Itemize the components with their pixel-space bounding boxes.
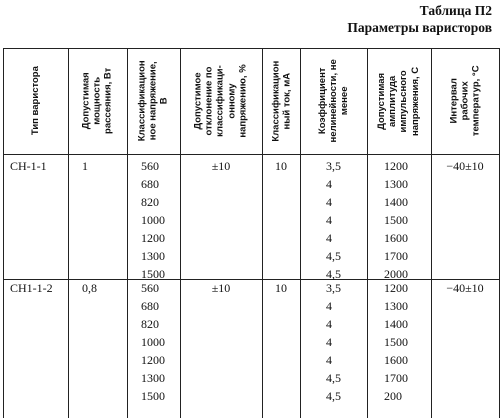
column-header-line: рабочих (459, 81, 471, 121)
pulse-voltage-amplitude: 1300 (384, 299, 408, 313)
classification-voltage: 1000 (141, 213, 165, 227)
classification-voltage: 1000 (141, 335, 165, 349)
classification-voltage: 1200 (141, 231, 165, 245)
column-header-line: нелинейности, не (327, 59, 339, 143)
column-header-line: ное напряжение, (147, 61, 159, 141)
voltage-deviation: ±10 (211, 281, 231, 295)
pulse-voltage-amplitude: 1400 (384, 317, 408, 331)
column-header (262, 49, 300, 153)
pulse-voltage-amplitude: 1700 (384, 249, 408, 263)
pulse-voltage-amplitude: 1600 (384, 231, 408, 245)
column-header-line: менее (339, 86, 351, 116)
column-header-label (30, 66, 41, 135)
pulse-voltage-amplitude: 200 (384, 389, 402, 403)
pulse-voltage-amplitude: 1700 (384, 371, 408, 385)
column-header-line: В (159, 97, 171, 105)
group-divider-rule (3, 279, 499, 280)
classification-voltage: 1500 (141, 389, 165, 403)
column-header-label (270, 61, 292, 142)
classification-voltage: 1300 (141, 371, 165, 385)
column-header-line: отклонение по (204, 66, 216, 136)
nonlinearity-coefficient: 4 (326, 213, 332, 227)
column-header-line: температур, °С (470, 65, 482, 137)
pulse-voltage-amplitude: 1500 (384, 335, 408, 349)
varistor-type: СН-1-1 (10, 159, 47, 173)
classification-voltage: 680 (141, 177, 159, 191)
pulse-voltage-amplitude: 1200 (384, 159, 408, 173)
classification-current: 10 (275, 281, 287, 295)
column-header (127, 49, 180, 153)
column-header-line: мощность (91, 77, 103, 125)
classification-voltage: 560 (141, 159, 159, 173)
nonlinearity-coefficient: 4 (326, 317, 332, 331)
column-header (68, 49, 127, 153)
pulse-voltage-amplitude: 2000 (384, 267, 408, 281)
pulse-voltage-amplitude: 1500 (384, 213, 408, 227)
column-header (180, 49, 262, 153)
pulse-voltage-amplitude: 1400 (384, 195, 408, 209)
classification-voltage: 1500 (141, 267, 165, 281)
nonlinearity-coefficient: 4,5 (326, 249, 341, 263)
column-header-line: Допустимое (192, 72, 204, 130)
column-header-line: Классификацион (269, 60, 281, 142)
nonlinearity-coefficient: 4,5 (326, 267, 341, 281)
classification-voltage: 1200 (141, 353, 165, 367)
nonlinearity-coefficient: 4 (326, 195, 332, 209)
column-header-label (137, 61, 171, 142)
nonlinearity-coefficient: 4 (326, 353, 332, 367)
pulse-voltage-amplitude: 1300 (384, 177, 408, 191)
column-header-line: амплитуда (387, 75, 399, 127)
column-header-line: Тип варистора (29, 66, 41, 136)
nonlinearity-coefficient: 4 (326, 231, 332, 245)
column-header (300, 49, 367, 153)
column-header-line: напряжению, % (237, 64, 249, 138)
column-header-label (193, 64, 249, 137)
classification-voltage: 820 (141, 317, 159, 331)
column-header-label (377, 66, 422, 135)
column-header-label (448, 66, 482, 137)
column-header-line: импульсного (399, 69, 411, 133)
power-dissipation: 1 (82, 159, 88, 173)
table-number: Таблица П2 (419, 3, 492, 18)
classification-voltage: 1300 (141, 249, 165, 263)
column-header (3, 49, 68, 153)
column-header (367, 49, 431, 153)
column-header-label (81, 68, 115, 134)
nonlinearity-coefficient: 3,5 (326, 159, 341, 173)
column-header-line: Допустимая (376, 72, 388, 130)
pulse-voltage-amplitude: 1200 (384, 281, 408, 295)
nonlinearity-coefficient: 4 (326, 299, 332, 313)
classification-voltage: 820 (141, 195, 159, 209)
table-title: Параметры варисторов (347, 20, 492, 35)
nonlinearity-coefficient: 4,5 (326, 389, 341, 403)
column-header (431, 49, 499, 153)
classification-current: 10 (275, 159, 287, 173)
nonlinearity-coefficient: 3,5 (326, 281, 341, 295)
power-dissipation: 0,8 (82, 281, 97, 295)
nonlinearity-coefficient: 4 (326, 177, 332, 191)
column-header-line: напряжения, С (410, 66, 422, 136)
pulse-voltage-amplitude: 1600 (384, 353, 408, 367)
voltage-deviation: ±10 (211, 159, 231, 173)
temperature-range: −40±10 (446, 281, 484, 295)
column-header-line: Интервал (448, 78, 460, 124)
column-header-line: Коэффициент (316, 67, 328, 135)
column-header-line: классификаци- (215, 65, 227, 137)
nonlinearity-coefficient: 4 (326, 335, 332, 349)
column-header-line: Классификацион (136, 60, 148, 142)
column-header-line: ный ток, мА (281, 72, 292, 130)
column-header-line: рассеяния, Вт (103, 67, 115, 135)
classification-voltage: 680 (141, 299, 159, 313)
column-header-line: Допустимая (80, 72, 92, 130)
varistor-type: СН1-1-2 (10, 281, 53, 295)
column-header-line: онному (226, 83, 238, 119)
column-header-label (317, 59, 351, 142)
nonlinearity-coefficient: 4,5 (326, 371, 341, 385)
header-bottom-rule (3, 154, 499, 155)
classification-voltage: 560 (141, 281, 159, 295)
temperature-range: −40±10 (446, 159, 484, 173)
